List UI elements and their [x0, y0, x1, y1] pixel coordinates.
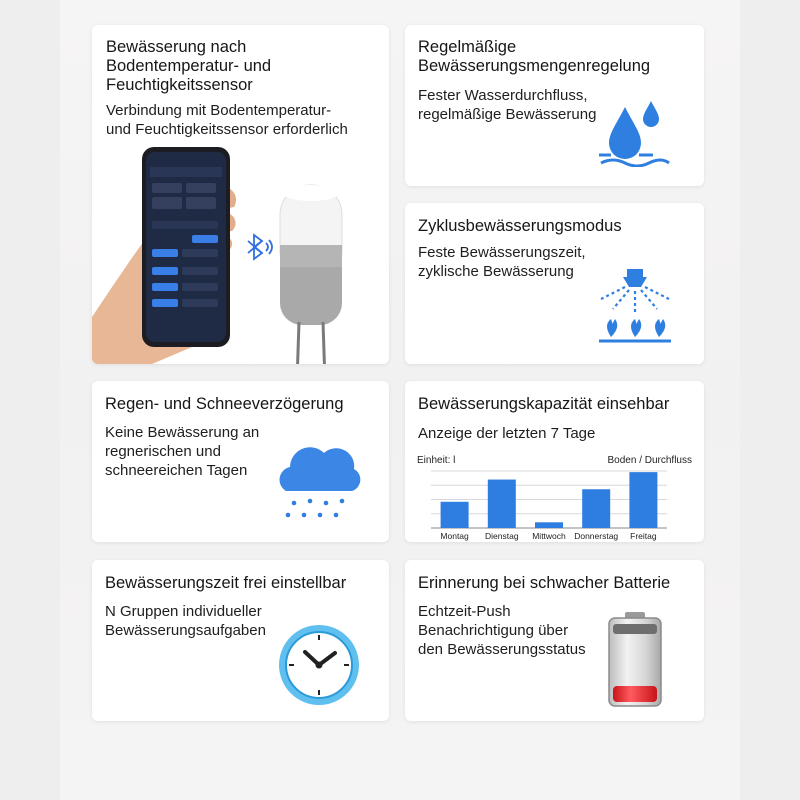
title-line: Bewässerungszeit frei einstellbar: [105, 574, 347, 592]
title-line: Bewässerungskapazität einsehbar: [418, 395, 670, 413]
desc-line: Feste Bewässerungszeit,: [418, 244, 586, 261]
feature-card-regular-watering: [405, 25, 704, 186]
desc-line: regelmäßige Bewässerung: [418, 106, 597, 123]
card-title: [418, 574, 670, 593]
desc-line: Fester Wasserdurchfluss,: [418, 87, 588, 104]
desc-line: Keine Bewässerung an: [105, 424, 260, 441]
card-description: [105, 602, 266, 640]
bar-chart-icon: [405, 449, 704, 542]
title-line: Erinnerung bei schwacher Batterie: [418, 574, 671, 592]
title-line: Bodentemperatur- und: [106, 57, 272, 75]
card-description: [418, 86, 596, 124]
chart-bar-mittwoch: [535, 522, 563, 528]
feature-card-soil-sensor: [92, 25, 389, 364]
desc-line: Bewässerungsaufgaben: [105, 622, 266, 639]
sprinkler-plants-icon: [595, 263, 675, 349]
feature-card-schedule: [92, 560, 389, 721]
chart-tick-label: Freitag: [630, 531, 657, 541]
chart-bar-freitag: [629, 472, 657, 528]
card-description: [418, 424, 595, 443]
desc-line: schneereichen Tagen: [105, 462, 248, 479]
feature-card-cycle-mode: [405, 203, 704, 364]
chart-legend-label: Boden / Durchfluss: [607, 455, 692, 466]
card-title: [105, 574, 346, 593]
chart-bar-montag: [441, 502, 469, 528]
desc-line: Anzeige der letzten 7 Tage: [418, 425, 596, 442]
card-title: [106, 38, 271, 95]
rain-cloud-icon: [272, 439, 366, 529]
desc-line: Verbindung mit Bodentemperatur-: [106, 102, 332, 119]
chart-tick-label: Dienstag: [485, 531, 519, 541]
feature-card-rain-delay: [92, 381, 389, 542]
water-drops-icon: [595, 97, 675, 167]
card-description: [418, 602, 586, 659]
card-description: [418, 243, 586, 281]
desc-line: den Bewässerungsstatus: [418, 641, 586, 658]
feature-card-battery: [405, 560, 704, 721]
chart-unit-label: Einheit: l: [417, 455, 456, 466]
clock-icon: [276, 622, 362, 708]
card-title: [418, 217, 622, 236]
title-line: Regelmäßige: [418, 38, 517, 56]
card-description: [105, 423, 259, 480]
chart-bar-donnerstag: [582, 489, 610, 528]
desc-line: N Gruppen individueller: [105, 603, 262, 620]
chart-tick-label: Donnerstag: [574, 531, 619, 541]
desc-line: Echtzeit-Push: [418, 603, 511, 620]
title-line: Bewässerung nach: [106, 38, 247, 56]
title-line: Regen- und Schneeverzögerung: [105, 395, 344, 413]
chart-tick-label: Montag: [440, 531, 469, 541]
phone-app-and-soil-sensor-icon: [92, 137, 389, 364]
desc-line: regnerischen und: [105, 443, 221, 460]
title-line: Feuchtigkeitssensor: [106, 76, 253, 94]
desc-line: zyklische Bewässerung: [418, 263, 574, 280]
chart-bar-dienstag: [488, 480, 516, 528]
card-title: [418, 395, 669, 414]
card-title: [418, 38, 650, 76]
chart-tick-label: Mittwoch: [532, 531, 566, 541]
desc-line: und Feuchtigkeitssensor erforderlich: [106, 121, 348, 138]
card-title: [105, 395, 344, 414]
desc-line: Benachrichtigung über: [418, 622, 569, 639]
title-line: Bewässerungsmengenregelung: [418, 57, 651, 75]
low-battery-icon: [603, 610, 667, 710]
feature-card-capacity: [405, 381, 704, 542]
card-description: [106, 101, 348, 139]
title-line: Zyklusbewässerungsmodus: [418, 217, 622, 235]
